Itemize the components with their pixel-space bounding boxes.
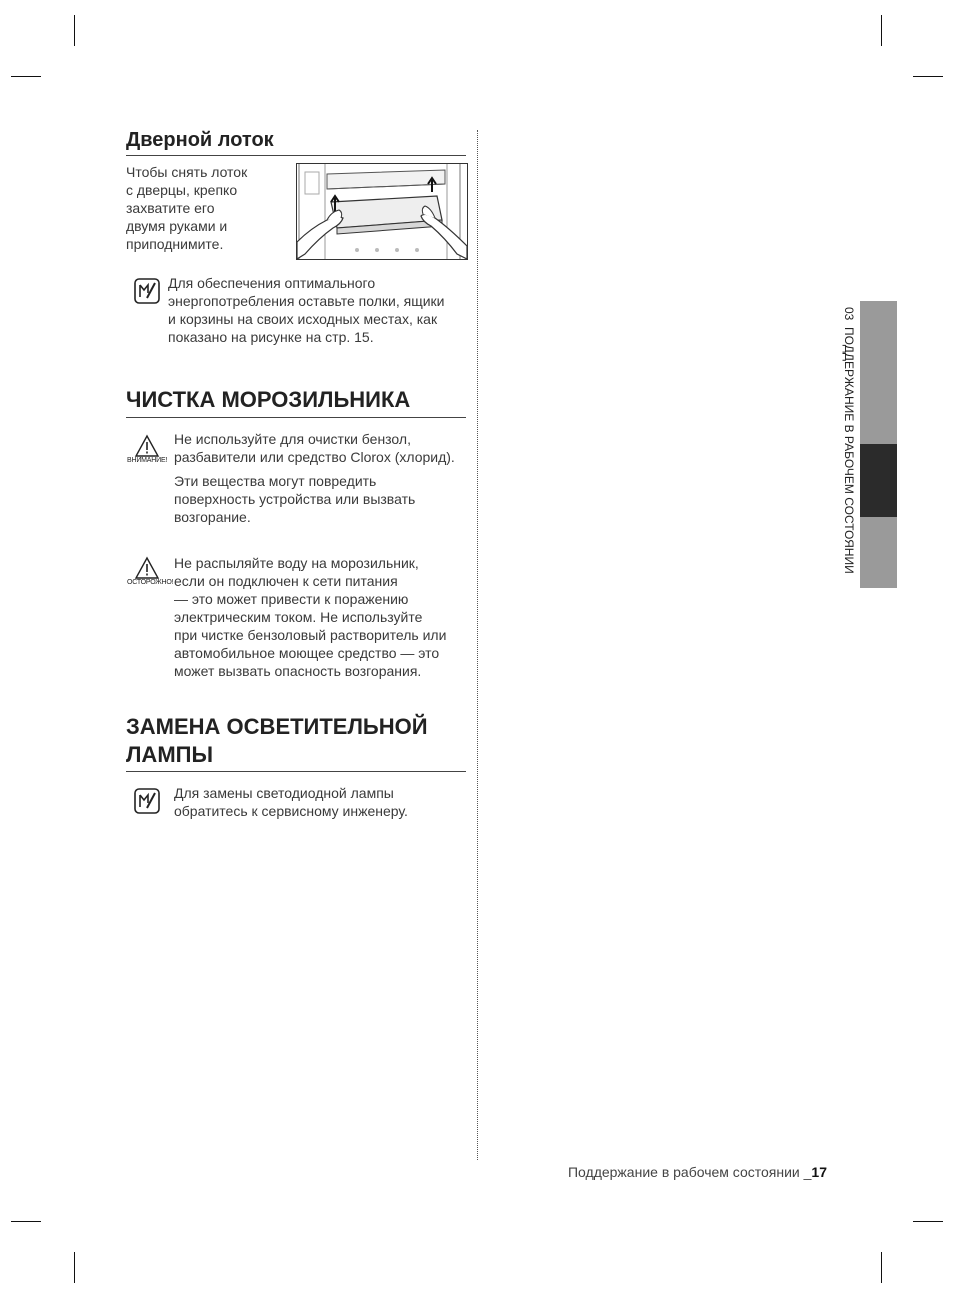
page-number: 17 xyxy=(811,1164,827,1180)
door-tray-drawing xyxy=(297,164,467,259)
crop-mark xyxy=(881,15,882,46)
section-title-lamp-replacement: ЗАМЕНА ОСВЕТИТЕЛЬНОЙ ЛАМПЫ xyxy=(126,714,428,767)
crop-mark xyxy=(913,76,943,77)
column-separator xyxy=(477,130,478,1160)
note-icon xyxy=(134,788,160,814)
lamp-note: Для замены светодиодной лампы обратитесь к сервисному инженеру. xyxy=(174,785,408,819)
footer-section-name: Поддержание в рабочем состоянии _ xyxy=(567,1164,812,1180)
door-tray-note: Для обеспечения оптимального энергопотребления оставьте полки, ящики и корзины на своих исходных местах, как показано на рисунке на стр. 15. xyxy=(168,275,445,345)
crop-mark xyxy=(881,1252,882,1283)
note-icon xyxy=(134,278,160,304)
chapter-title: ПОДДЕРЖАНИЕ В РАБОЧЕМ СОСТОЯНИИ xyxy=(842,327,856,574)
chapter-number: 03 xyxy=(842,307,856,321)
page-footer xyxy=(568,1164,827,1180)
door-tray-illustration xyxy=(296,163,468,260)
crop-mark xyxy=(11,1221,41,1222)
door-tray-text: Чтобы снять лоток с дверцы, крепко захватите его двумя руками и приподнимите. xyxy=(126,164,248,252)
warning-text: Не распыляйте воду на морозильник, если он подключен к сети питания — это может привести к поражению электрическим током. Не используйте при чистке бензоловый растворитель или автомобильное моющее средство — это может вызвать опасность возгорания. xyxy=(174,555,447,679)
chapter-tab-marker xyxy=(860,444,897,517)
section-rule xyxy=(126,155,466,156)
caution-label: ВНИМАНИЕ! xyxy=(127,457,168,464)
section-title-freezer-cleaning: ЧИСТКА МОРОЗИЛЬНИКА xyxy=(126,387,411,412)
crop-mark xyxy=(74,15,75,46)
chapter-tab-label xyxy=(840,307,858,582)
crop-mark xyxy=(913,1221,943,1222)
section-rule xyxy=(126,771,466,772)
section-title-door-tray: Дверной лоток xyxy=(126,129,274,151)
warning-label: ОСТОРОЖНО! xyxy=(127,579,174,586)
caution-text: Не используйте для очистки бензол, разбавители или средство Clorox (хлорид). xyxy=(174,431,455,465)
caution-text-2: Эти вещества могут повредить поверхность устройства или вызвать возгорание. xyxy=(174,473,416,525)
crop-mark xyxy=(11,76,41,77)
chapter-side-tab xyxy=(838,301,897,588)
crop-mark xyxy=(74,1252,75,1283)
section-rule xyxy=(126,417,466,418)
